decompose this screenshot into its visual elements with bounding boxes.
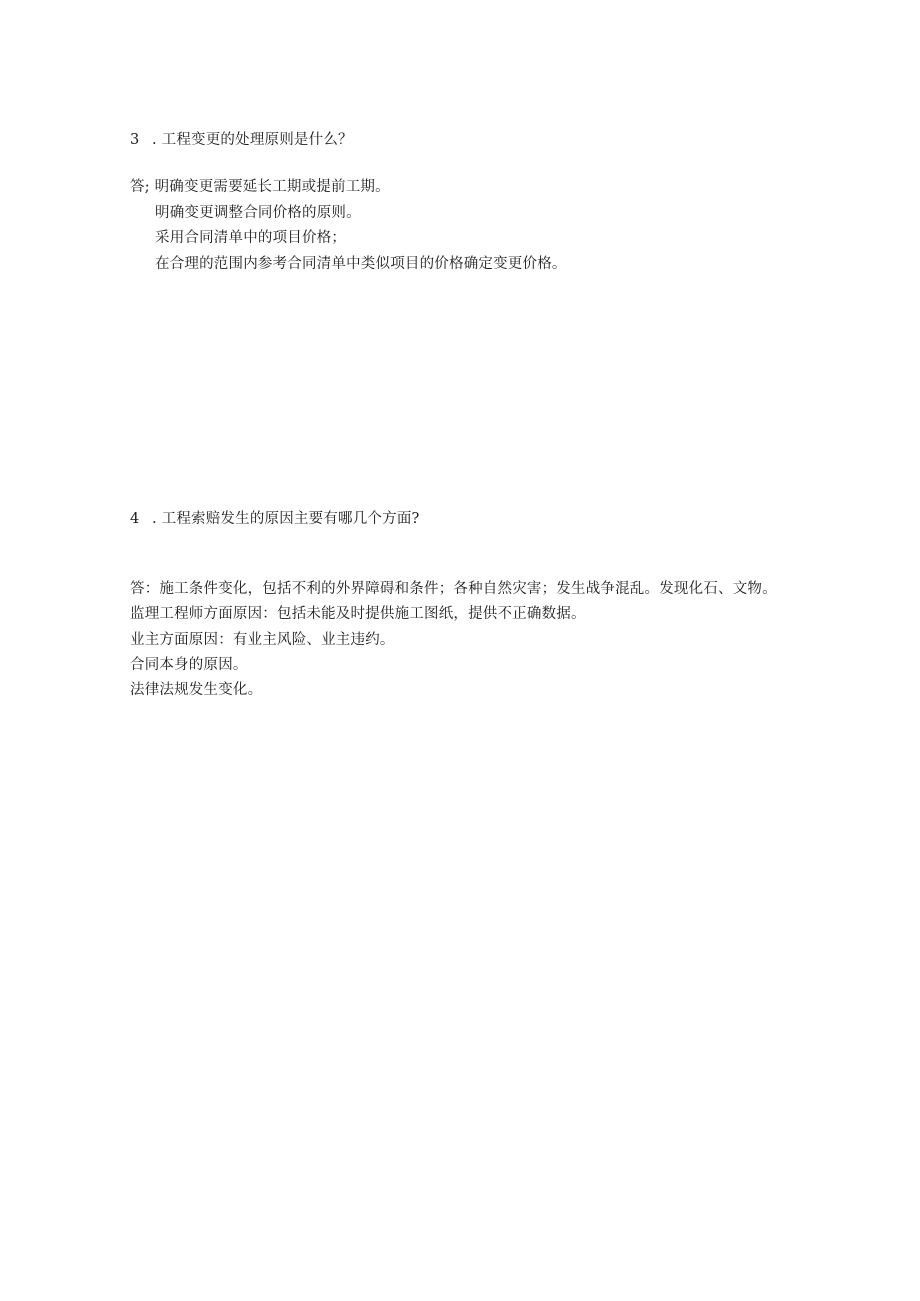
question-text: . 工程变更的处理原则是什么？ <box>152 132 353 148</box>
answer-line: 在合理的范围内参考合同清单中类似项目的价格确定变更价格。 <box>155 256 567 272</box>
answer-line: 合同本身的原因。 <box>130 657 248 673</box>
answer-line: 法律法规发生变化。 <box>130 682 263 698</box>
question-3-heading <box>130 131 353 149</box>
answer-line: 明确变更调整合同价格的原则。 <box>155 205 361 221</box>
question-number: 3 <box>130 132 140 148</box>
question-4-heading <box>130 510 420 528</box>
answer-line: 答：施工条件变化，包括不利的外界障碍和条件；各种自然灾害；发生战争混乱。发现化石、文物。 <box>130 581 777 597</box>
question-text: . 工程索赔发生的原因主要有哪几个方面? <box>152 511 420 527</box>
answer-line: 采用合同清单中的项目价格； <box>155 230 347 246</box>
answer-line: 答; 明确变更需要延长工期或提前工期。 <box>130 179 390 195</box>
answer-line: 监理工程师方面原因：包括未能及时提供施工图纸，提供不正确数据。 <box>130 606 586 622</box>
answer-line: 业主方面原因：有业主风险、业主违约。 <box>130 632 395 648</box>
question-number: 4 <box>130 511 140 527</box>
